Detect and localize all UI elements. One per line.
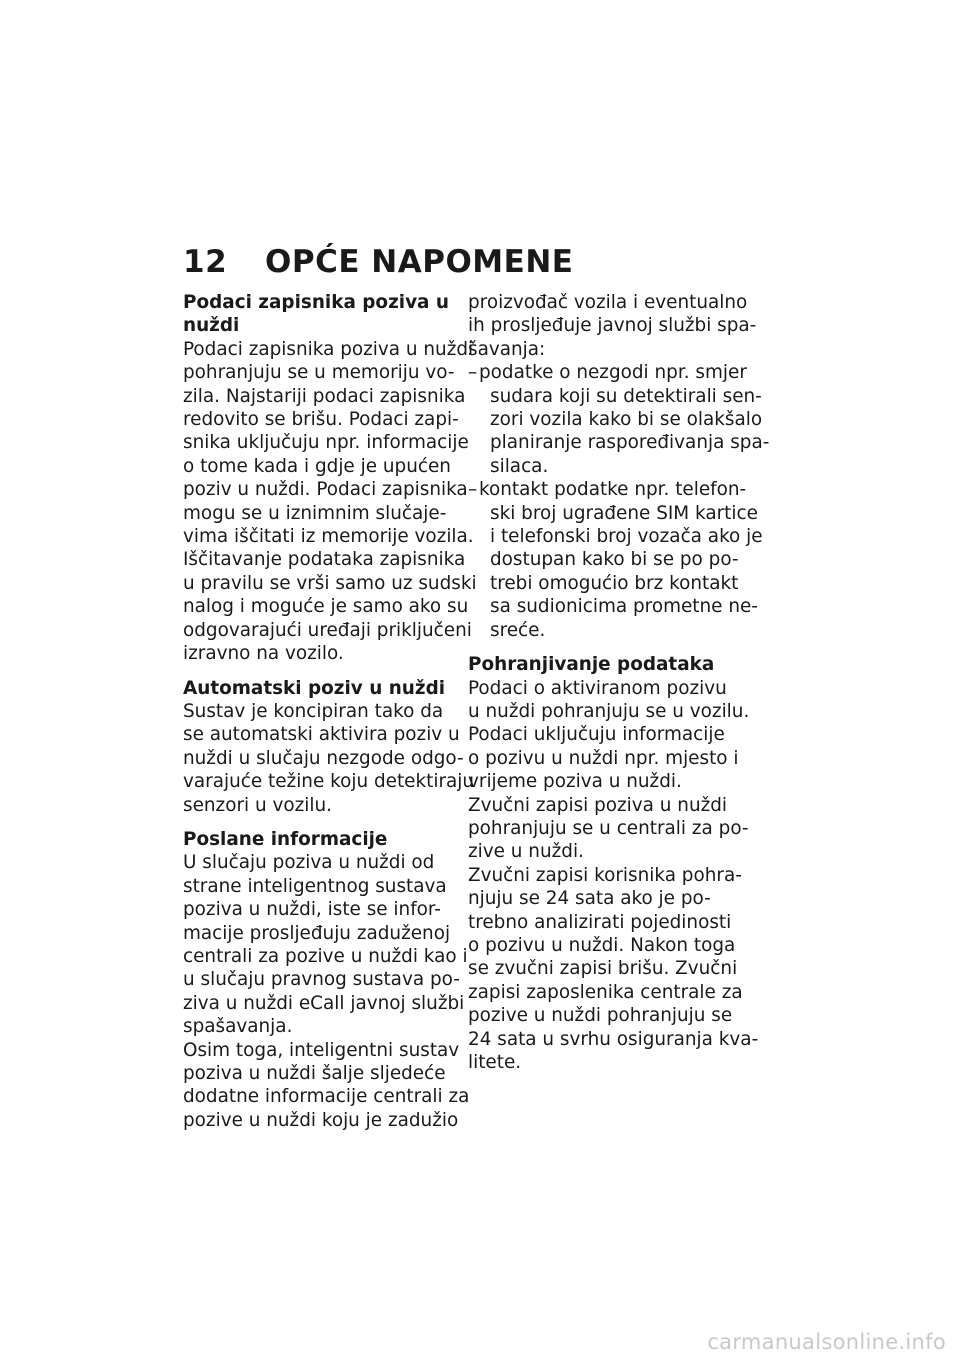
text-line: mogu se u iznimnim slučaje-: [183, 502, 447, 524]
text-line: sreće.: [490, 619, 546, 641]
text-line: Osim toga, inteligentni sustav: [183, 1039, 460, 1061]
text-line: silaca.: [490, 455, 549, 477]
text-line: macije prosljeđuju zaduženoj: [183, 922, 451, 944]
text-line: nuždi u slučaju nezgode odgo-: [183, 747, 464, 769]
text-line: vrijeme poziva u nuždi.: [468, 771, 682, 793]
text-line: ski broj ugrađene SIM kartice: [490, 502, 758, 524]
bullet-item: [468, 361, 770, 478]
text-line: Podaci zapisnika poziva u nuždi: [183, 338, 474, 360]
text-line: pozive u nuždi pohranjuju se: [468, 1005, 733, 1027]
text-line: odgovarajući uređaji priključeni: [183, 619, 472, 641]
text-line: u nuždi pohranjuju se u vozilu.: [468, 700, 750, 722]
watermark-link[interactable]: carmanualsonline.info: [707, 1330, 946, 1354]
text-line: poziva u nuždi, iste se infor-: [183, 899, 441, 921]
text-line: u slučaju pravnog sustava po-: [183, 969, 460, 991]
section-gap: [183, 817, 449, 828]
right-column: [468, 291, 770, 1074]
text-line: Pohranjivanje podataka: [468, 654, 715, 676]
text-line: poziva u nuždi šalje sljedeće: [183, 1063, 446, 1084]
paragraph: [183, 851, 470, 1132]
chapter-title: OPĆE NAPOMENE: [265, 244, 574, 280]
chapter-heading: [183, 244, 573, 280]
section-heading: [183, 677, 449, 700]
text-line: o tome kada i gdje je upućen: [183, 455, 451, 477]
text-line: njuju se 24 sata ako je po-: [468, 888, 711, 910]
text-line: litete.: [468, 1052, 522, 1073]
text-line: spašavanja.: [183, 1016, 293, 1038]
text-line: vima iščitati iz memorije vozila.: [183, 526, 474, 548]
text-line: nuždi: [183, 315, 240, 337]
text-line: Iščitavanje podataka zapisnika: [183, 549, 466, 571]
text-line: kontakt podatke npr. telefon-: [479, 479, 747, 501]
text-line: nalog i moguće je samo ako su: [183, 596, 469, 618]
text-line: Zvučni zapisi korisnika pohra-: [468, 864, 742, 886]
section-heading: [468, 653, 736, 676]
text-line: snika uključuju npr. informacije: [183, 432, 469, 454]
text-line: strane inteligentnog sustava: [183, 875, 447, 897]
text-line: podatke o nezgodi npr. smjer: [479, 362, 747, 384]
text-line: u pravilu se vrši samo uz sudski: [183, 572, 477, 594]
text-line: centrali za pozive u nuždi kao i: [183, 945, 468, 967]
text-line: Podaci zapisnika poziva u: [183, 292, 449, 313]
text-line: Poslane informacije: [183, 828, 388, 850]
text-line: planiranje raspoređivanja spa-: [490, 432, 770, 454]
paragraph: [183, 338, 477, 666]
text-line: ih prosljeđuje javnoj službi spa-: [468, 315, 757, 337]
text-line: zila. Najstariji podaci zapisnika: [183, 385, 466, 407]
text-line: zapisi zaposlenika centrale za: [468, 981, 743, 1003]
text-line: o pozivu u nuždi. Nakon toga: [468, 934, 736, 956]
text-line: i telefonski broj vozača ako je: [490, 526, 763, 548]
text-line: senzori u vozilu.: [183, 794, 332, 816]
section-gap: [183, 666, 449, 677]
text-line: U slučaju poziva u nuždi od: [183, 852, 435, 874]
text-line: sudara koji su detektirali sen-: [490, 385, 762, 407]
text-line: Automatski poziv u nuždi: [183, 677, 446, 699]
bullet-item: [468, 478, 763, 642]
bullet-dash: –: [468, 479, 478, 501]
text-line: pohranjuju se u centrali za po-: [468, 817, 749, 839]
section-heading: [183, 828, 449, 851]
text-line: Zvučni zapisi poziva u nuždi: [468, 794, 728, 816]
text-line: pozive u nuždi koju je zadužio: [183, 1109, 459, 1131]
text-line: se automatski aktivira poziv u: [183, 724, 460, 746]
text-line: proizvođač vozila i eventualno: [468, 292, 748, 313]
text-line: zori vozila kako bi se olakšalo: [490, 409, 763, 431]
bullet-dash: –: [468, 362, 478, 384]
paragraph: [183, 700, 475, 817]
paragraph: [468, 291, 757, 361]
text-line: šavanja:: [468, 338, 546, 360]
text-line: ziva u nuždi eCall javnoj službi: [183, 992, 465, 1014]
chapter-number: 12: [183, 244, 228, 280]
section-gap: [468, 642, 736, 653]
text-line: pohranjuju se u memoriju vo-: [183, 362, 455, 384]
text-line: se zvučni zapisi brišu. Zvučni: [468, 958, 738, 980]
text-line: sa sudionicima prometne ne-: [490, 596, 758, 618]
text-line: trebno analizirati pojedinosti: [468, 911, 732, 933]
text-line: Podaci uključuju informacije: [468, 724, 725, 746]
text-line: izravno na vozilo.: [183, 643, 344, 665]
left-column: [183, 291, 477, 1132]
text-line: poziv u nuždi. Podaci zapisnika: [183, 479, 468, 501]
text-line: dodatne informacije centrali za: [183, 1086, 470, 1108]
text-line: Sustav je koncipiran tako da: [183, 700, 444, 722]
text-line: 24 sata u svrhu osiguranja kva-: [468, 1028, 759, 1050]
section-heading: [183, 291, 449, 338]
paragraph: [468, 677, 759, 1075]
text-line: redovito se brišu. Podaci zapi-: [183, 409, 459, 431]
text-line: o pozivu u nuždi npr. mjesto i: [468, 747, 739, 769]
text-line: zive u nuždi.: [468, 841, 584, 863]
text-line: dostupan kako bi se po po-: [490, 549, 739, 571]
text-line: Podaci o aktiviranom pozivu: [468, 677, 727, 699]
text-line: varajuće težine koju detektiraju: [183, 771, 475, 793]
text-line: trebi omogućio brz kontakt: [490, 572, 739, 594]
